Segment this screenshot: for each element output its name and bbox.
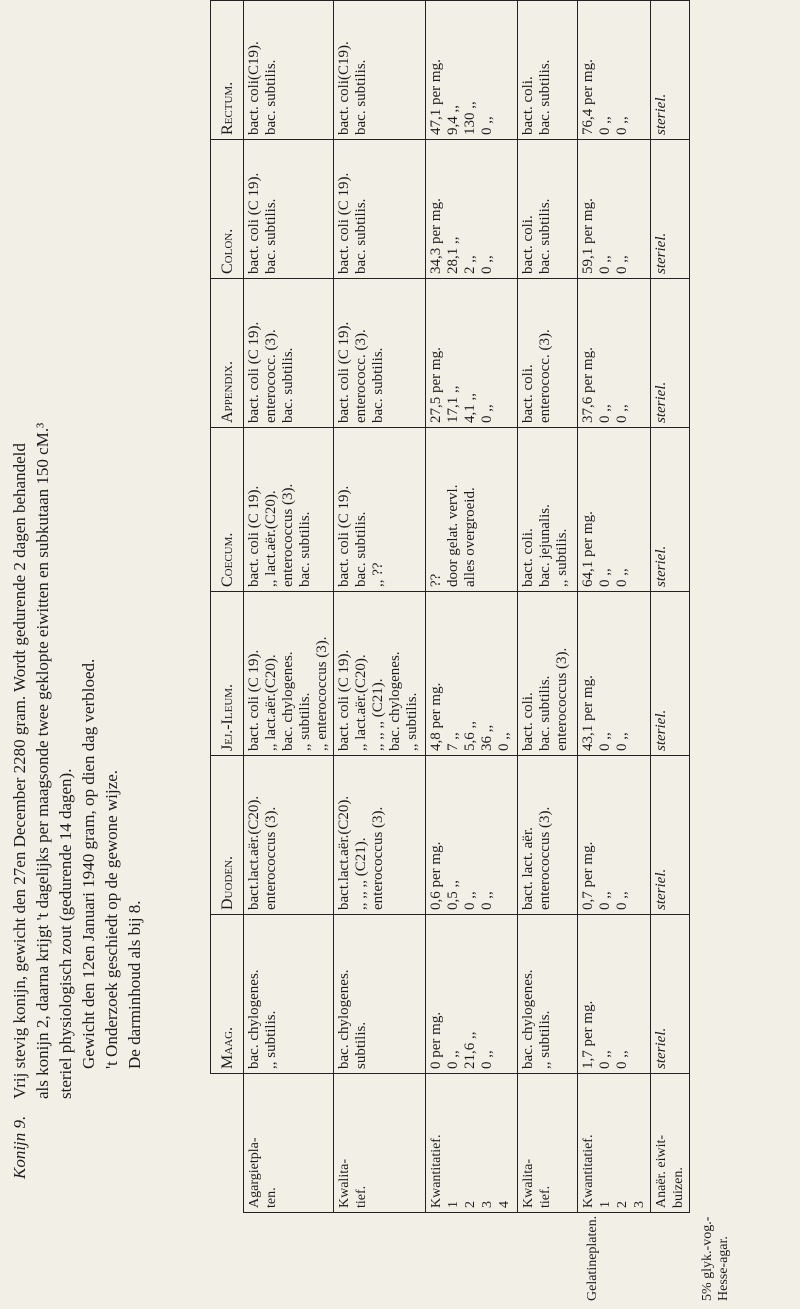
cell-line: bac. subtilis. [537, 675, 553, 751]
cell-line: bac. subtilis. [353, 511, 369, 587]
cell-line: bac. subtilis. [353, 198, 369, 274]
header-colon: Colon. [211, 140, 244, 279]
cell-line: 0 ,, [597, 255, 613, 274]
header-jej-ileum: Jej.-Ileum. [211, 592, 244, 756]
cell-line: ,, lact.aër.(C20). [353, 654, 369, 751]
cell-line: 0 ,, [479, 255, 495, 274]
table-cell [334, 592, 426, 756]
header-coecum: Coecum. [211, 428, 244, 592]
table-row [578, 1, 651, 1213]
cell-line: 43,1 per mg. [580, 675, 596, 751]
cell-line: bact. coli. [520, 528, 536, 587]
cell-line: 76,4 per mg. [580, 59, 596, 135]
cell-line: 0 ,, [597, 568, 613, 587]
cell-line: 0 ,, [614, 891, 630, 910]
cell-line: 0 ,, [614, 404, 630, 423]
cell-line: bact.lact.aër.(C20). [246, 795, 262, 910]
row-label-line: tief. [538, 1185, 553, 1208]
cell-line: steriel. [653, 381, 669, 423]
cell-line: 5,6 ,, [462, 721, 478, 751]
header-rectum: Rectum. [211, 1, 244, 140]
cell-line: bac. chylogenes. [387, 651, 403, 751]
cell-line: enterococcus (3). [554, 647, 570, 751]
row-label-line: tief. [354, 1185, 369, 1208]
cell-line: bac. chylogenes. [246, 969, 262, 1069]
table-cell [334, 915, 426, 1074]
row-label [426, 1074, 518, 1213]
header-appendix: Appendix. [211, 279, 244, 428]
cell-line: bac. chylogenes. [280, 651, 296, 751]
cell-line: steriel. [653, 545, 669, 587]
table-cell [651, 428, 690, 592]
row-label [334, 1074, 426, 1213]
table-cell [426, 279, 518, 428]
cell-line: ,, subtilis. [404, 692, 420, 751]
cell-line: 0 ,, [479, 116, 495, 135]
cell-line: enterococc. (3). [537, 329, 553, 423]
group-label-agar: 5% glyk.-vog.-Hesse-agar. [700, 1216, 731, 1301]
cell-line: 0 ,, [597, 891, 613, 910]
table-cell [244, 592, 334, 756]
cell-line: steriel. [653, 1027, 669, 1069]
cell-line: 0 ,, [479, 1050, 495, 1069]
cell-line: enterococcus (3). [370, 806, 386, 910]
cell-line: 0 ,, [597, 116, 613, 135]
table-cell [244, 1, 334, 140]
cell-line: 2 ,, [462, 255, 478, 274]
table-cell [518, 279, 578, 428]
cell-line: 0,5 ,, [445, 880, 461, 910]
table-cell [518, 592, 578, 756]
cell-line: 0 ,, [445, 1050, 461, 1069]
row-label-line: Kwantitatief. [429, 1134, 444, 1208]
group-label-gelatine: Gelatineplaten. [585, 1215, 600, 1301]
cell-line: bac. subtilis. [263, 59, 279, 135]
row-label-line: 2 [463, 1201, 478, 1208]
cell-line: ,, ,, ,, (C21). [353, 837, 369, 910]
table-cell [426, 915, 518, 1074]
cell-line: bac. chylogenes. [336, 969, 352, 1069]
intro-line-5: 't Onderzoek geschiedt op de gewone wijze. [102, 769, 121, 1069]
cell-line: bac. jejunalis. [537, 504, 553, 587]
row-label-line: 4 [497, 1201, 512, 1208]
cell-line: bac. subtilis. [280, 347, 296, 423]
table-row [651, 1, 690, 1213]
header-row [211, 1, 244, 1213]
table-cell [578, 279, 651, 428]
row-label [244, 1074, 334, 1213]
row-label-line: 1 [446, 1201, 461, 1208]
cell-line: alles overgroeid. [462, 487, 478, 587]
row-label [518, 1074, 578, 1213]
table-cell [651, 140, 690, 279]
cell-line: bact. coli (C 19). [336, 321, 352, 423]
cell-line: 28,1 ,, [445, 236, 461, 274]
cell-line: bact. lact. aër. [520, 827, 536, 910]
cell-line: bac. subtilis. [370, 347, 386, 423]
row-label-line: Kwalita- [337, 1159, 352, 1208]
table-cell [651, 756, 690, 915]
cell-line: bac. subtilis. [353, 59, 369, 135]
table-cell [334, 279, 426, 428]
cell-line: 64,1 per mg. [580, 511, 596, 587]
cell-line: steriel. [653, 93, 669, 135]
table-cell [334, 756, 426, 915]
table-cell [426, 428, 518, 592]
table-cell [578, 140, 651, 279]
table-cell [334, 140, 426, 279]
table-cell [578, 592, 651, 756]
row-label-line: 2 [615, 1201, 630, 1208]
cell-line: ,, enterococcus (3). [314, 636, 330, 751]
cell-line: bact. coli. [520, 364, 536, 423]
table-cell [244, 140, 334, 279]
cell-line: 0 per mg. [428, 1011, 444, 1069]
row-label-line: 1 [598, 1201, 613, 1208]
table-cell [578, 1, 651, 140]
cell-line: 0 ,, [462, 891, 478, 910]
cell-line: ,, ?? [370, 562, 386, 587]
cell-line: 27,5 per mg. [428, 347, 444, 423]
cell-line: subtilis. [353, 1021, 369, 1069]
cell-line: 0 ,, [597, 404, 613, 423]
cell-line: bac. subtilis. [297, 511, 313, 587]
cell-line: bact. coli (C 19). [336, 485, 352, 587]
intro-line-6: De darminhoud als bij 8. [125, 900, 144, 1069]
row-label [578, 1074, 651, 1213]
cell-line: bact. coli. [520, 215, 536, 274]
row-label-line: 3 [480, 1201, 495, 1208]
cell-line: ?? [428, 573, 444, 587]
cell-line: 0 ,, [614, 568, 630, 587]
cell-line: 7 ,, [445, 732, 461, 751]
cell-line: bact.lact.aër.(C20). [336, 795, 352, 910]
cell-line: 36 ,, [479, 724, 495, 751]
cell-line: bact. coli (C 19). [336, 172, 352, 274]
cell-line: 37,6 per mg. [580, 347, 596, 423]
intro-text [8, 29, 146, 1179]
cell-line: ,, subtilis. [554, 528, 570, 587]
table-cell [244, 915, 334, 1074]
row-label-line: 3 [632, 1201, 647, 1208]
cell-line: 34,3 per mg. [428, 198, 444, 274]
cell-line: 9,4 ,, [445, 105, 461, 135]
table-cell [518, 756, 578, 915]
intro-line-2: als konijn 2, daarna krijgt 't dagelijks per maagsonde twee geklopte eiwitten en subkutaan 150 cM.³ [33, 422, 52, 1099]
table-cell [426, 756, 518, 915]
table-cell [651, 592, 690, 756]
row-label-line: ten. [264, 1187, 279, 1208]
cell-line: door gelat. vervl. [445, 484, 461, 587]
row-label-line: buizen. [671, 1167, 686, 1208]
table-row [244, 1, 334, 1213]
cell-line: enterococc. (3). [353, 329, 369, 423]
results-table [210, 0, 690, 1213]
table-cell [578, 756, 651, 915]
cell-line: bac. subtilis. [263, 198, 279, 274]
table-cell [426, 140, 518, 279]
experiment-label: Konijn 9. [10, 1115, 29, 1179]
table-body [244, 1, 690, 1213]
cell-line: bact. coli (C 19). [246, 649, 262, 751]
cell-line: bac. chylogenes. [520, 969, 536, 1069]
cell-line: 0 ,, [597, 732, 613, 751]
header-maag: Maag. [211, 915, 244, 1074]
table-cell [518, 1, 578, 140]
cell-line: bac. subtilis. [537, 59, 553, 135]
cell-line: 1,7 per mg. [580, 1000, 596, 1069]
table-row [518, 1, 578, 1213]
cell-line: 0 ,, [614, 255, 630, 274]
cell-line: bact. coli(C19). [246, 41, 262, 135]
cell-line: bact. coli (C 19). [246, 172, 262, 274]
cell-line: ,, lact.aër.(C20). [263, 490, 279, 587]
cell-line: 47,1 per mg. [428, 59, 444, 135]
intro-line-4: Gewicht den 12en Januari 1940 gram, op dien dag verbloed. [79, 658, 98, 1069]
cell-line: enterococcus (3). [263, 806, 279, 910]
cell-line: ,, subtilis. [537, 1010, 553, 1069]
table-row [334, 1, 426, 1213]
cell-line: 130 ,, [462, 101, 478, 135]
cell-line: bact. coli. [520, 76, 536, 135]
cell-line: enterococcus (3). [537, 806, 553, 910]
table-cell [244, 279, 334, 428]
cell-line: ,, ,, ,, (C21). [370, 678, 386, 751]
table-cell [244, 756, 334, 915]
table-row [426, 1, 518, 1213]
cell-line: 0,6 per mg. [428, 841, 444, 910]
row-label-line: Agargietpla- [247, 1137, 262, 1208]
cell-line: enterococc. (3). [263, 329, 279, 423]
cell-line: bact. coli(C19). [336, 41, 352, 135]
cell-line: 0 ,, [479, 404, 495, 423]
cell-line: bac. subtilis. [537, 198, 553, 274]
header-corner [211, 1074, 244, 1213]
intro-line-3: steriel physiologisch zout (gedurende 14 dagen). [56, 768, 75, 1099]
cell-line: 0 ,, [614, 116, 630, 135]
cell-line: 21,6 ,, [462, 1031, 478, 1069]
cell-line: steriel. [653, 232, 669, 274]
table-cell [518, 140, 578, 279]
row-label-line: Kwantitatief. [581, 1134, 596, 1208]
header-duoden: Duoden. [211, 756, 244, 915]
cell-line: 0 ,, [614, 732, 630, 751]
cell-line: steriel. [653, 709, 669, 751]
cell-line: 0,7 per mg. [580, 841, 596, 910]
row-label-line: Anaër. eiwit- [654, 1134, 669, 1208]
row-label-line: Kwalita- [521, 1159, 536, 1208]
table-cell [651, 915, 690, 1074]
cell-line: steriel. [653, 868, 669, 910]
cell-line: ,, subtilis. [297, 692, 313, 751]
table-cell [518, 428, 578, 592]
table-cell [578, 428, 651, 592]
table-cell [426, 1, 518, 140]
cell-line: bact. coli (C 19). [336, 649, 352, 751]
cell-line: enterococcus (3). [280, 483, 296, 587]
cell-line: 0 ,, [479, 891, 495, 910]
table-cell [334, 1, 426, 140]
cell-line: 17,1 ,, [445, 385, 461, 423]
table-cell [651, 1, 690, 140]
cell-line: 0 ,, [597, 1050, 613, 1069]
table-cell [578, 915, 651, 1074]
cell-line: 4,1 ,, [462, 393, 478, 423]
table-cell [244, 428, 334, 592]
row-label [651, 1074, 690, 1213]
cell-line: ,, subtilis. [263, 1010, 279, 1069]
cell-line: 0 ,, [496, 732, 512, 751]
table-cell [426, 592, 518, 756]
intro-line-1: Konijn 9.Vrij stevig konijn, gewicht den 27en December 2280 gram. Wordt gedurende 2 dagen behandeld [10, 443, 29, 1179]
cell-line: ,, lact.aër.(C20). [263, 654, 279, 751]
cell-line: bact. coli (C 19). [246, 485, 262, 587]
table-cell [334, 428, 426, 592]
cell-line: 59,1 per mg. [580, 198, 596, 274]
cell-line: 4,8 per mg. [428, 682, 444, 751]
cell-line: bact. coli (C 19). [246, 321, 262, 423]
cell-line: 0 ,, [614, 1050, 630, 1069]
cell-line: bact. coli. [520, 692, 536, 751]
table-cell [651, 279, 690, 428]
table-cell [518, 915, 578, 1074]
